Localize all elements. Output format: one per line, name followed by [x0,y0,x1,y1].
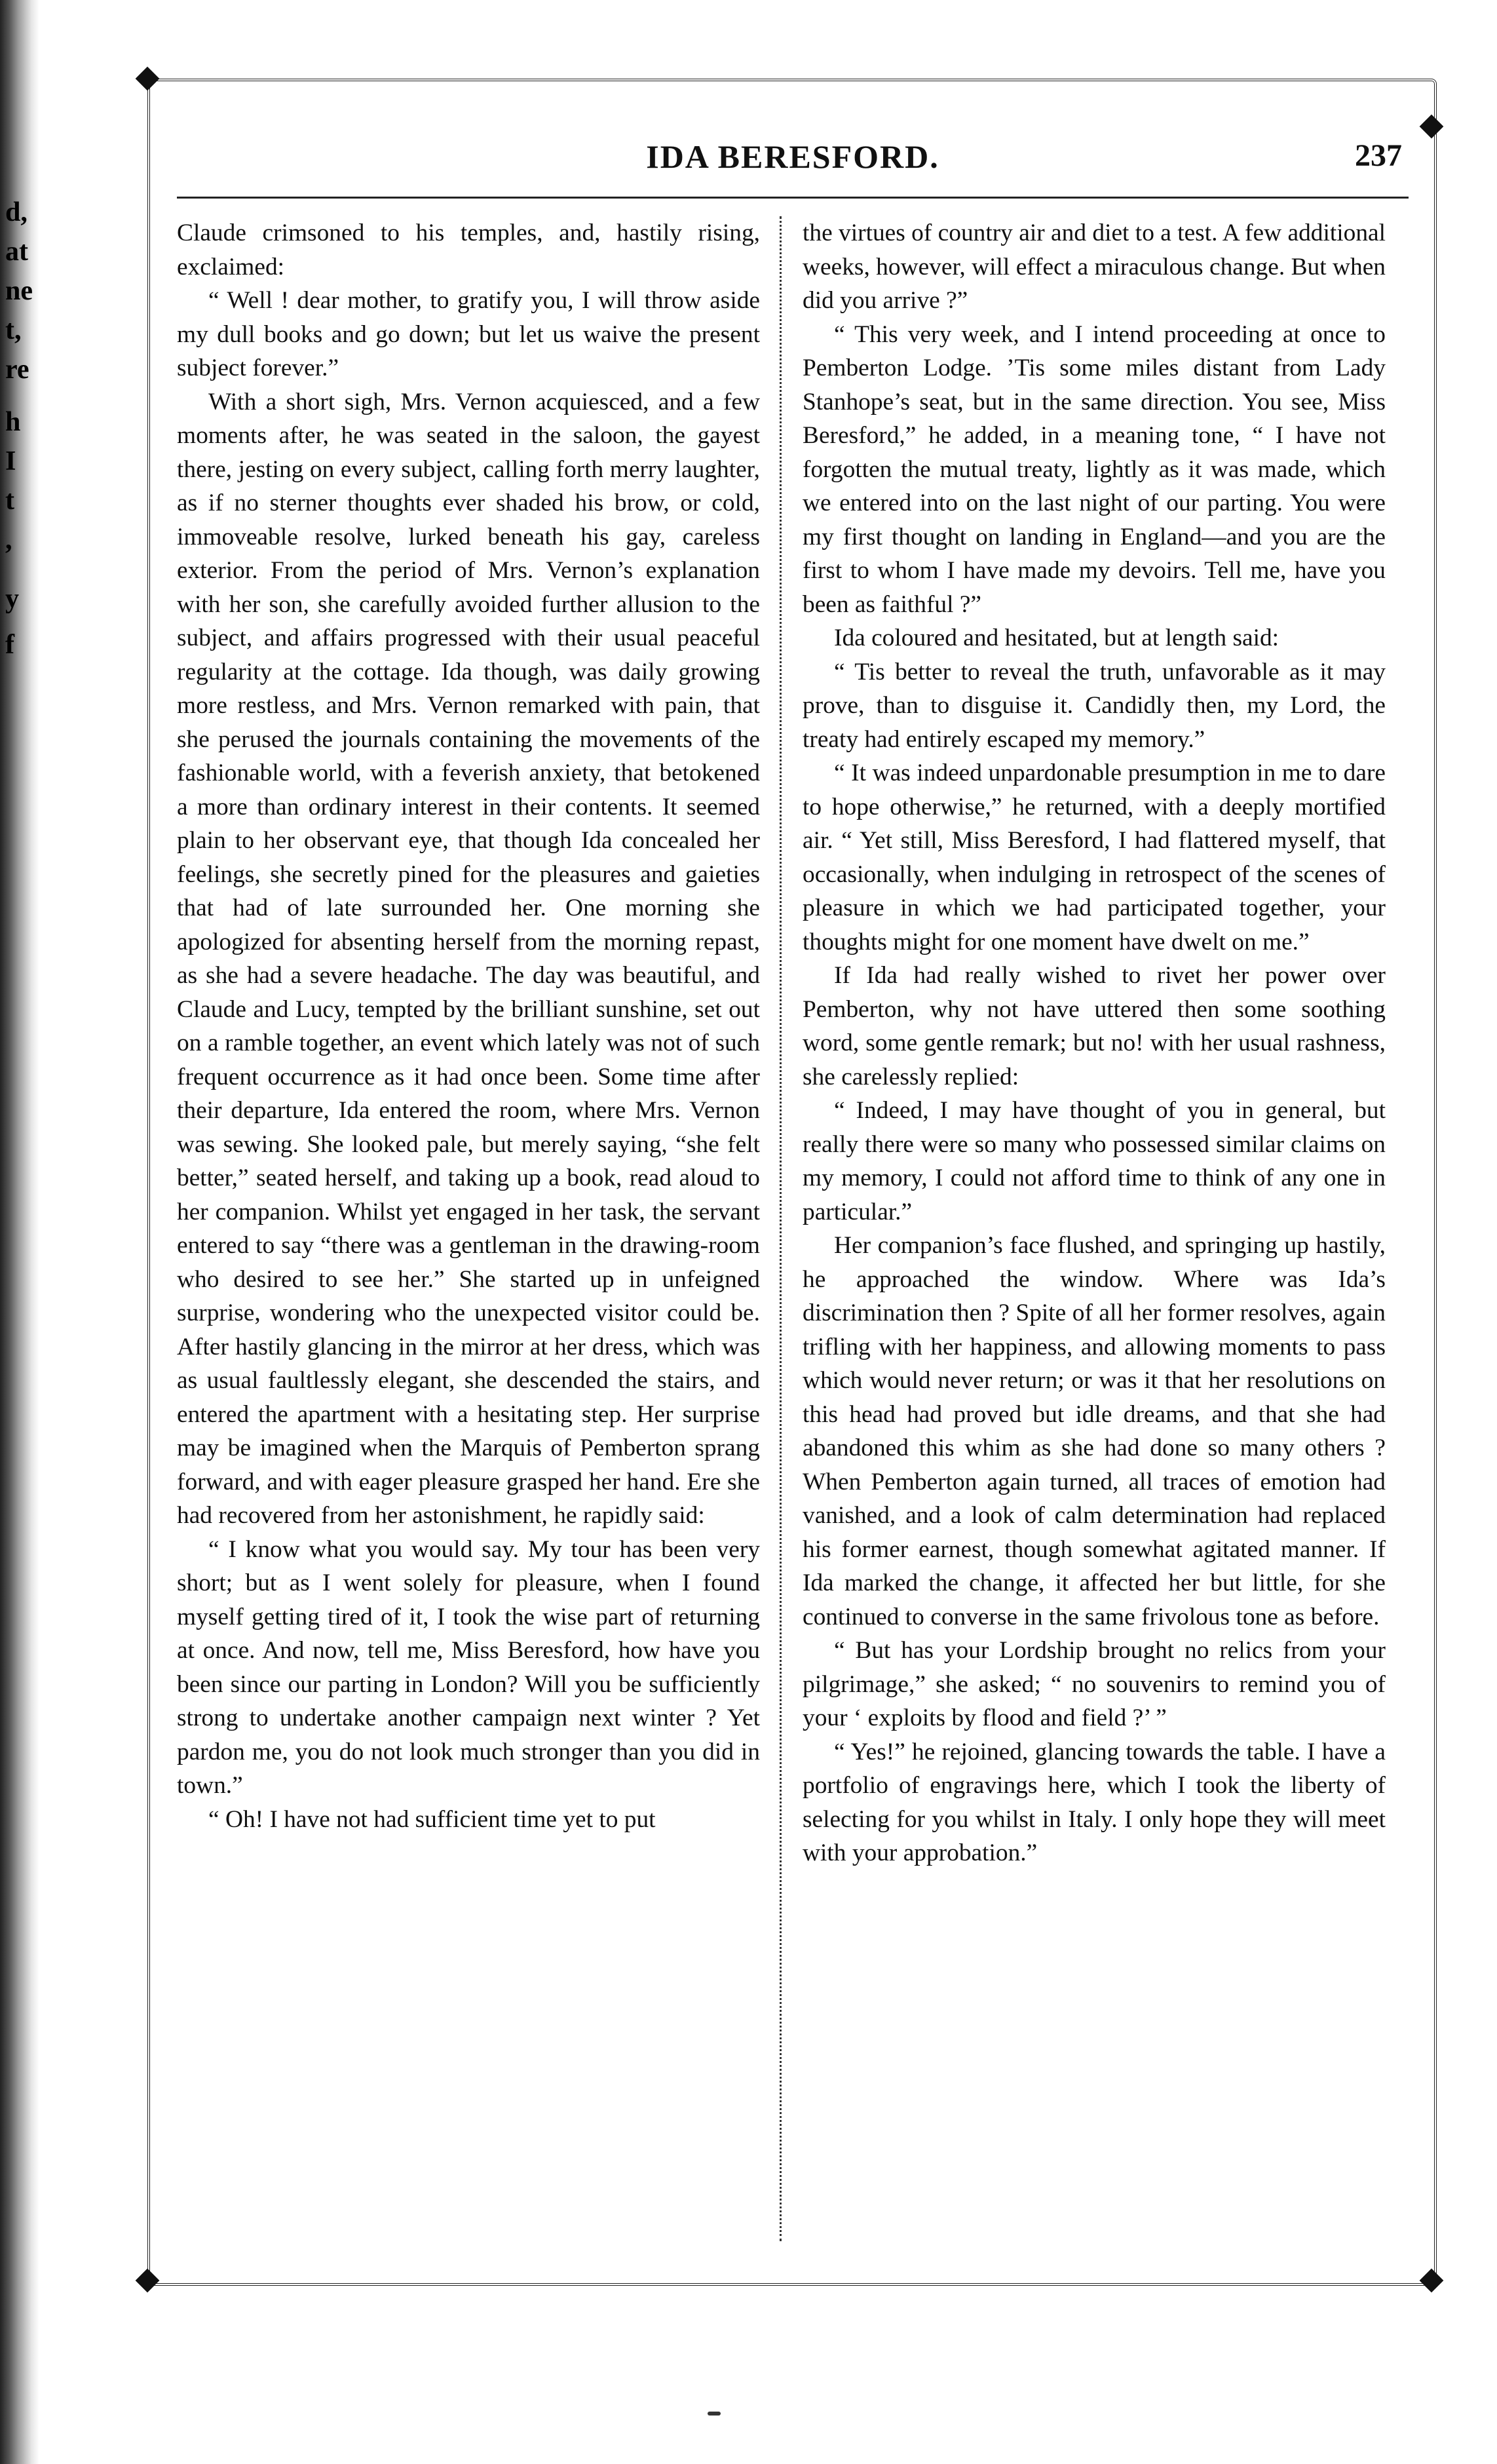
paragraph: “ I know what you would say. My tour has been very short; but as I went solely for pleasure, when I found myself getting tired of it, I took the wise part of returning at once. And now, tell me, Miss Beresford, how have you been since our parting in London? Will you be sufficiently strong to undertake another campaign next winter ? Yet pardon me, you do not look much stronger than you did in town.” [177,1535,760,1799]
edge-fragment: re [5,355,29,385]
paragraph: “ But has your Lordship brought no relics from your pilgrimage,” she asked; “ no souvenirs to remind you of your ‘ exploits by flood and field ?’ ” [803,1637,1386,1731]
edge-fragment: h [5,407,21,437]
edge-fragment: y [5,584,19,614]
page-number: 237 [1355,138,1402,173]
header-rule [177,197,1409,199]
paragraph: Her companion’s face flushed, and springing up hastily, he approached the window. Where was Ida’s discrimination then ? Spite of all her former resolves, again trifling with her happiness, and allowing moments to pass which would never return; or was it that her resolutions on this head had proved but idle dreams, and that she had abandoned this whim as she had done so many others ? When Pemberton again turned, all traces of emotion had vanished, and a look of calm determination had replaced his former earnest, though somewhat agitated manner. If Ida marked the change, it affected her but little, for she continued to converse in the same frivolous tone as before. [803,1232,1386,1630]
left-column [177,216,760,1836]
edge-fragment: t, [5,315,22,345]
facing-page-edge [0,0,39,2464]
running-title: IDA BERESFORD. [646,138,939,175]
edge-fragment: d, [5,197,28,227]
paragraph: Claude crimsoned to his temples, and, hastily rising, exclaimed: [177,220,760,280]
paragraph: If Ida had really wished to rivet her power over Pemberton, why not have uttered then some soothing word, some gentle remark; but no! with her usual rashness, she carelessly replied: [803,962,1386,1090]
printer-mark [708,2412,721,2416]
paragraph: With a short sigh, Mrs. Vernon acquiesced, and a few moments after, he was seated in the saloon, the gayest there, jesting on every subject, calling forth merry laughter, as if no sterner thoughts ever shaded his brow, or cold, immoveable resolve, lurked beneath his gay, careless exterior. From the period of Mrs. Vernon’s explanation with her son, she carefully avoided further allusion to the subject, and affairs progressed with their usual peaceful regularity at the cottage. Ida though, was daily growing more restless, and Mrs. Vernon remarked with pain, that she perused the journals containing the movements of the fashionable world, with a feverish anxiety, that betokened a more than ordinary interest in their contents. It seemed plain to her observant eye, that though Ida concealed her feelings, she secretly pined for the pleasures and gaieties that had of late surrounded her. One morning she apologized for absenting herself from the morning repast, as she had a severe headache. The day was beautiful, and Claude and Lucy, tempted by the brilliant sunshine, set out on a ramble together, an event which lately was not of such frequent occurrence as it had once been. Some time after their departure, Ida entered the room, where Mrs. Vernon was sewing. She looked pale, but merely saying, “she felt better,” seated herself, and taking up a book, read aloud to her companion. Whilst yet engaged in her task, the servant entered to say “there was a gentleman in the drawing-room who desired to see her.” She started up in unfeigned surprise, wondering who the unexpected visitor could be. After hastily glancing in the mirror at her dress, which was as usual faultlessly elegant, she descended the stairs, and entered the apartment with a hesitating step. Her surprise may be imagined when the Marquis of Pemberton sprang forward, and with eager pleasure grasped her hand. Ere she had recovered from her astonishment, he rapidly said: [177,388,760,1529]
page-header [177,138,1409,197]
edge-fragment: ne [5,276,33,306]
paragraph: “ Tis better to reveal the truth, unfavorable as it may prove, than to disguise it. Candidly then, my Lord, the treaty had entirely escaped my memory.” [803,658,1386,753]
paragraph: the virtues of country air and diet to a test. A few additional weeks, however, will effect a miraculous change. But when did you arrive ?” [803,220,1386,314]
edge-fragment: t [5,486,14,516]
paragraph: “ Yes!” he rejoined, glancing towards the table. I have a portfolio of engravings here, which I took the liberty of selecting for you whilst in Italy. I only hope they will meet with your approbation.” [803,1738,1386,1866]
paragraph: “ It was indeed unpardonable presumption in me to dare to hope otherwise,” he returned, with a deeply mortified air. “ Yet still, Miss Beresford, I had flattered myself, that occasionally, when indulging in retrospect of the scenes of pleasure in which we had participated together, your thoughts might for one moment have dwelt on me.” [803,760,1386,955]
column-divider [780,216,782,2241]
edge-fragment: f [5,630,14,660]
paragraph: Ida coloured and hesitated, but at length said: [834,625,1279,651]
paragraph: “ Indeed, I may have thought of you in general, but really there were so many who possessed similar claims on my memory, I could not afford time to think of any one in particular.” [803,1097,1386,1225]
edge-fragment: , [5,525,12,555]
edge-fragment: at [5,237,28,267]
right-column [803,216,1386,1870]
paragraph: “ Oh! I have not had sufficient time yet to put [208,1805,656,1833]
edge-fragment: I [5,446,16,476]
paragraph: “ Well ! dear mother, to gratify you, I will throw aside my dull books and go down; but let us waive the present subject forever.” [177,287,760,381]
paragraph: “ This very week, and I intend proceeding at once to Pemberton Lodge. ’Tis some miles distant from Lady Stanhope’s seat, but in the same direction. You see, Miss Beresford,” he added, in a meaning tone, “ I have not forgotten the mutual treaty, lightly as it was made, which we entered into on the last night of our parting. You were my first thought on landing in England—and you are the first to whom I have made my devoirs. Tell me, have you been as faithful ?” [803,320,1386,618]
